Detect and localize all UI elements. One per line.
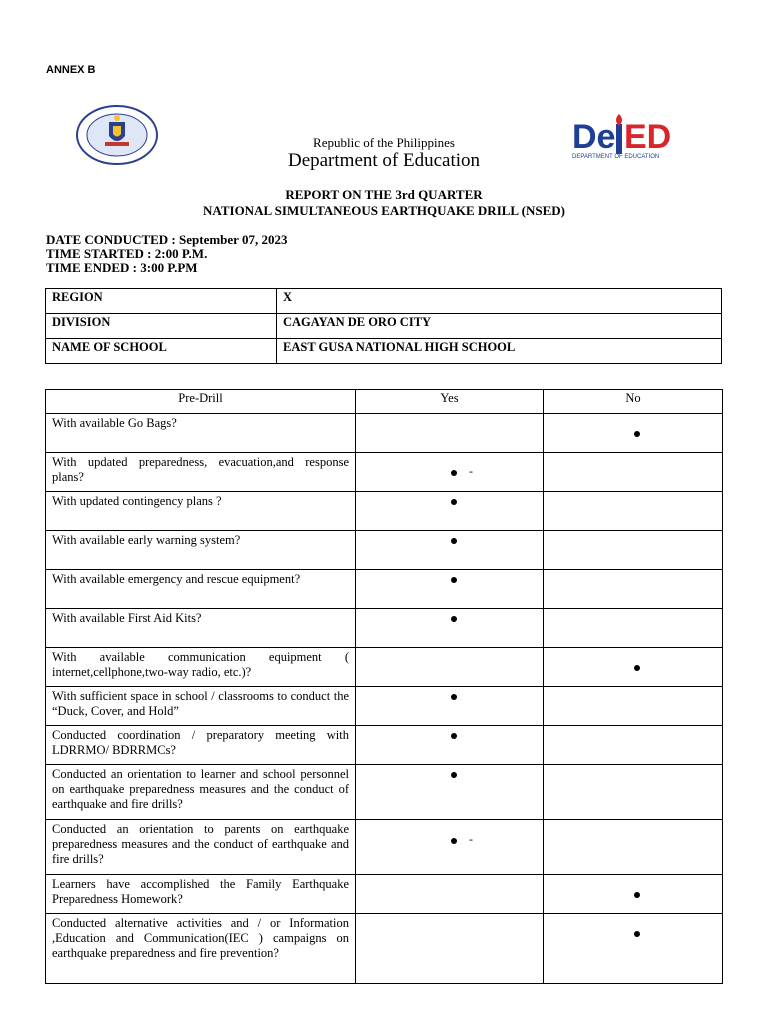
answer-cell-yes	[356, 914, 544, 984]
column-header-pre-drill: Pre-Drill	[46, 390, 356, 414]
pre-drill-table	[45, 389, 723, 984]
bullet-mark-icon	[634, 892, 640, 898]
answer-cell-yes	[356, 875, 544, 914]
answer-cell-no	[544, 875, 723, 914]
pre-drill-question: With available Go Bags?	[46, 414, 356, 453]
date-conducted: DATE CONDUCTED : September 07, 2023	[46, 232, 288, 247]
pre-drill-question: With sufficient space in school / classrooms to conduct the “Duck, Cover, and Hold”	[46, 687, 356, 726]
answer-cell-no	[544, 570, 723, 609]
bullet-mark-icon	[451, 838, 457, 844]
answer-cell-no	[544, 609, 723, 648]
table-row	[46, 609, 723, 648]
table-row	[46, 648, 723, 687]
answer-cell-yes	[356, 414, 544, 453]
column-header-yes: Yes	[356, 390, 544, 414]
answer-cell-yes	[356, 687, 544, 726]
info-row-division	[46, 314, 722, 339]
table-row	[46, 820, 723, 875]
answer-cell-no	[544, 492, 723, 531]
svg-text:DEPARTMENT OF EDUCATION: DEPARTMENT OF EDUCATION	[572, 154, 660, 160]
report-title-line2: NATIONAL SIMULTANEOUS EARTHQUAKE DRILL (NSED)	[203, 203, 565, 218]
bullet-mark-icon	[634, 431, 640, 437]
bullet-mark-icon	[451, 616, 457, 622]
table-row	[46, 570, 723, 609]
bullet-mark-icon	[634, 665, 640, 671]
table-row	[46, 531, 723, 570]
dash-mark: -	[469, 832, 473, 846]
table-row	[46, 414, 723, 453]
answer-cell-yes	[356, 570, 544, 609]
bullet-mark-icon	[634, 931, 640, 937]
answer-cell-no	[544, 914, 723, 984]
republic-heading: Republic of the Philippines	[313, 135, 455, 150]
table-row	[46, 726, 723, 765]
pre-drill-question: With available emergency and rescue equipment?	[46, 570, 356, 609]
bullet-mark-icon	[451, 694, 457, 700]
pre-drill-question: With updated contingency plans ?	[46, 492, 356, 531]
pre-drill-question: With updated preparedness, evacuation,and response plans?	[46, 453, 356, 492]
answer-cell-yes	[356, 648, 544, 687]
svg-text:De: De	[572, 118, 616, 156]
department-title: Department of Education	[287, 150, 481, 171]
info-label: REGION	[46, 289, 277, 314]
time-started: TIME STARTED : 2:00 P.M.	[46, 246, 208, 261]
table-row	[46, 914, 723, 984]
dash-mark: -	[469, 464, 473, 478]
bullet-mark-icon	[451, 577, 457, 583]
school-info-table	[45, 288, 722, 364]
table-row	[46, 492, 723, 531]
answer-cell-no	[544, 765, 723, 820]
answer-cell-no	[544, 820, 723, 875]
answer-cell-no	[544, 687, 723, 726]
pre-drill-question: With available early warning system?	[46, 531, 356, 570]
bullet-mark-icon	[451, 499, 457, 505]
info-row-school	[46, 339, 722, 364]
bullet-mark-icon	[451, 733, 457, 739]
pre-drill-question: Learners have accomplished the Family Earthquake Preparedness Homework?	[46, 875, 356, 914]
pre-drill-question: With available First Aid Kits?	[46, 609, 356, 648]
info-value: X	[277, 289, 722, 314]
info-value: CAGAYAN DE ORO CITY	[277, 314, 722, 339]
answer-cell-yes	[356, 726, 544, 765]
answer-cell-no	[544, 414, 723, 453]
time-ended: TIME ENDED : 3:00 P.PM	[46, 260, 198, 275]
answer-cell-yes	[356, 765, 544, 820]
bullet-mark-icon	[451, 538, 457, 544]
table-row	[46, 875, 723, 914]
info-value: EAST GUSA NATIONAL HIGH SCHOOL	[277, 339, 722, 364]
pre-drill-question: Conducted an orientation to parents on earthquake preparedness measures and the conduct of earthquake and fire drills?	[46, 820, 356, 875]
svg-text:ED: ED	[624, 118, 672, 156]
answer-cell-no	[544, 531, 723, 570]
answer-cell-yes	[356, 531, 544, 570]
annex-label: ANNEX B	[46, 64, 96, 76]
table-row	[46, 765, 723, 820]
answer-cell-no	[544, 648, 723, 687]
info-row-region	[46, 289, 722, 314]
bullet-mark-icon	[451, 470, 457, 476]
answer-cell-yes	[356, 820, 544, 875]
answer-cell-yes	[356, 492, 544, 531]
answer-cell-no	[544, 453, 723, 492]
pre-drill-question: Conducted an orientation to learner and school personnel on earthquake preparedness measures and the conduct of earthquake and fire drills?	[46, 765, 356, 820]
bullet-mark-icon	[451, 772, 457, 778]
pre-drill-question: Conducted coordination / preparatory meeting with LDRRMO/ BDRRMCs?	[46, 726, 356, 765]
answer-cell-yes	[356, 453, 544, 492]
table-row	[46, 687, 723, 726]
info-label: NAME OF SCHOOL	[46, 339, 277, 364]
pre-drill-question: With available communication equipment ( internet,cellphone,two-way radio, etc.)?	[46, 648, 356, 687]
answer-cell-yes	[356, 609, 544, 648]
table-row	[46, 453, 723, 492]
answer-cell-no	[544, 726, 723, 765]
info-label: DIVISION	[46, 314, 277, 339]
column-header-no: No	[544, 390, 723, 414]
pre-drill-question: Conducted alternative activities and / or Information ,Education and Communication(IEC ) campaigns on earthquake preparedness and fire prevention?	[46, 914, 356, 984]
report-title-line1: REPORT ON THE 3rd QUARTER	[285, 187, 483, 202]
